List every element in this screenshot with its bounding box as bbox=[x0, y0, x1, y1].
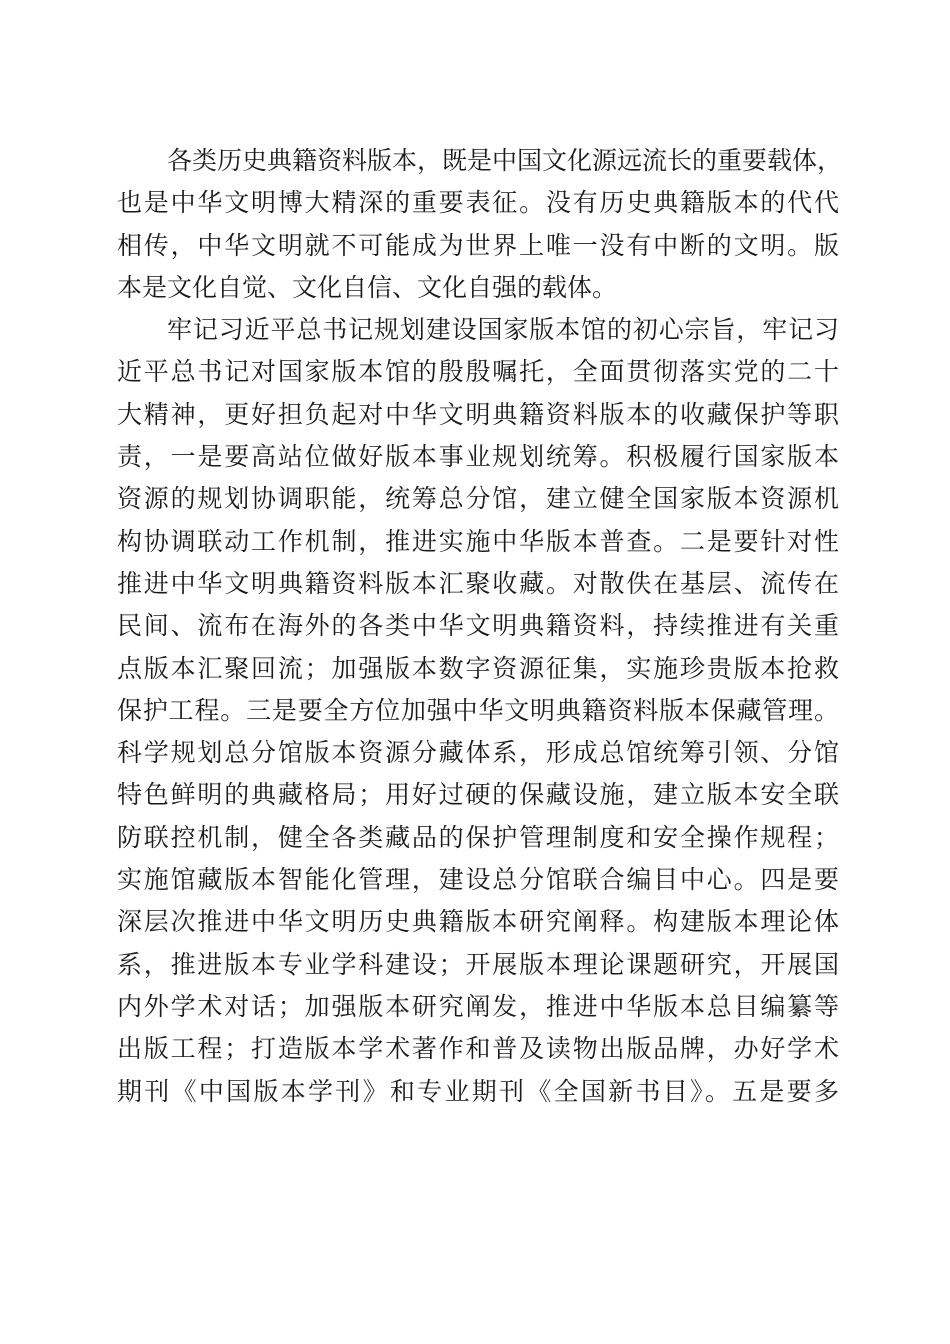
paragraph-2-line-8: 民间、流布在海外的各类中华文明典籍资料，持续推进有关重 bbox=[117, 611, 839, 641]
paragraph-1-line-1: 各类历史典籍资料版本，既是中国文化源远流长的重要载体， bbox=[167, 146, 843, 175]
paragraph-2-line-10: 保护工程。三是要全方位加强中华文明典籍资料版本保藏管理。 bbox=[117, 695, 839, 725]
paragraph-2-line-13: 防联控机制，健全各类藏品的保护管理制度和安全操作规程； bbox=[117, 822, 839, 852]
paragraph-2-line-14: 实施馆藏版本智能化管理，建设总分馆联合编目中心。四是要 bbox=[117, 865, 839, 895]
paragraph-2-line-9: 点版本汇聚回流；加强版本数字资源征集，实施珍贵版本抢救 bbox=[117, 653, 839, 683]
paragraph-1-line-4: 本是文化自觉、文化自信、文化自强的载体。 bbox=[117, 272, 618, 302]
paragraph-1-line-3: 相传，中华文明就不可能成为世界上唯一没有中断的文明。版 bbox=[117, 230, 839, 260]
paragraph-2-line-4: 责，一是要高站位做好版本事业规划统筹。积极履行国家版本 bbox=[117, 442, 839, 472]
paragraph-2-line-18: 出版工程；打造版本学术著作和普及读物出版品牌，办好学术 bbox=[117, 1034, 839, 1064]
paragraph-2-line-6: 构协调联动工作机制，推进实施中华版本普查。二是要针对性 bbox=[117, 526, 839, 556]
paragraph-2-line-17: 内外学术对话；加强版本研究阐发，推进中华版本总目编纂等 bbox=[117, 991, 839, 1021]
paragraph-2-line-16: 系，推进版本专业学科建设；开展版本理论课题研究，开展国 bbox=[117, 949, 839, 979]
paragraph-2-line-1: 牢记习近平总书记规划建设国家版本馆的初心宗旨，牢记习 bbox=[167, 315, 839, 345]
paragraph-1-line-2: 也是中华文明博大精深的重要表征。没有历史典籍版本的代代 bbox=[117, 188, 839, 218]
paragraph-2-line-5: 资源的规划协调职能，统筹总分馆，建立健全国家版本资源机 bbox=[117, 484, 839, 514]
paragraph-2-line-3: 大精神，更好担负起对中华文明典籍资料版本的收藏保护等职 bbox=[117, 399, 839, 429]
paragraph-2-line-2: 近平总书记对国家版本馆的殷殷嘱托，全面贯彻落实党的二十 bbox=[117, 357, 839, 387]
paragraph-2-line-11: 科学规划总分馆版本资源分藏体系，形成总馆统筹引领、分馆 bbox=[117, 738, 839, 768]
paragraph-2-line-19: 期刊《中国版本学刊》和专业期刊《全国新书目》。五是要多 bbox=[117, 1076, 839, 1106]
paragraph-2-line-15: 深层次推进中华文明历史典籍版本研究阐释。构建版本理论体 bbox=[117, 907, 839, 937]
body-text bbox=[117, 140, 843, 1113]
paragraph-2-line-7: 推进中华文明典籍资料版本汇聚收藏。对散佚在基层、流传在 bbox=[117, 568, 839, 598]
paragraph-2-line-12: 特色鲜明的典藏格局；用好过硬的保藏设施，建立版本安全联 bbox=[117, 780, 839, 810]
